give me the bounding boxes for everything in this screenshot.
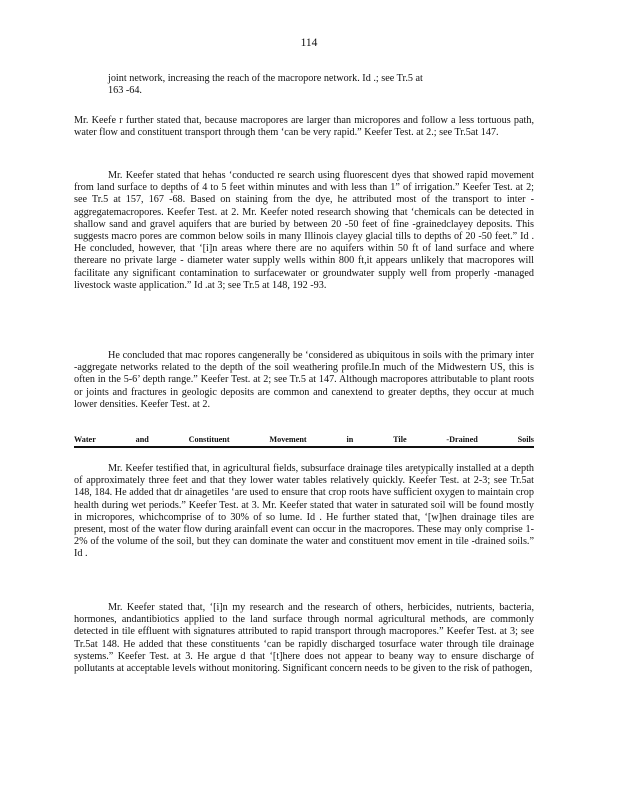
heading-word: -Drained	[446, 435, 478, 444]
paragraph: Mr. Keefer stated that hehas ‘conducted re search using fluorescent dyes that showed rapid movement from land surface to depths of 4 to 5 feet within minutes and with less than 1” of irrigation.” Keefer Test. at 2; see Tr.5 at 157, 167 -68. Based on staining from the dye, he attributed most of the transport to inter - aggregatemacropores. Keefer Test. at 2. Mr. Keefer noted research showing that ‘chemicals can be detected in shallow sand and gravel aquifers that are buried by between 20 -50 feet of fine -grainedclayey deposits. This suggests macro pores are common below soils in many Illinois clayey glacial tills to depths of 20 -50 feet.” Id . He concluded, however, that ‘[i]n areas where there are no aquifers within 50 ft of land surface and where thereare no private large - diameter water supply wells within 800 ft,it appears unlikely that macropores will facilitate any significant contamination to surfacewater or groundwater supply well from properly -managed livestock waste application.” Id .at 3; see Tr.5 at 148, 192 -93.	[74, 170, 534, 291]
page-number: 114	[300, 37, 318, 49]
quote-line: 163 -64.	[108, 85, 142, 97]
heading-word: Movement	[269, 435, 307, 444]
heading-word: Soils	[517, 435, 534, 444]
heading-word: in	[346, 435, 354, 444]
block-quote	[108, 73, 488, 97]
paragraph: He concluded that mac ropores cangenerally be ‘considered as ubiquitous in soils with the primary inter -aggregate networks related to the depth of the soil weathering profile.In much of the Midwestern US, this is often in the 5-6’ depth range.” Keefer Test. at 2; see Tr.5 at 147. Although macropores attributable to plant roots or joints and fractures in geologic deposits are common and canextend to greater depths, they occur at much lower densities. Keefer Test. at 2.	[74, 350, 534, 410]
paragraph: Mr. Keefe r further stated that, because macropores are larger than micropores and follow a less tortuous path, water flow and constituent transport through them ‘can be very rapid.” Keefer Test. at 2.; see Tr.5at 147.	[74, 115, 534, 139]
quote-line: joint network, increasing the reach of the macropore network. Id .; see Tr.5 at	[108, 73, 423, 84]
heading-word: Tile	[393, 435, 407, 444]
section-heading	[74, 435, 534, 448]
paragraph: Mr. Keefer stated that, ‘[i]n my research and the research of others, herbicides, nutrients, bacteria, hormones, andantibiotics applied to the land surface through normal agricultural methods, are commonly detected in tile effluent with signatures attributed to rapid transport through macropores.” Keefer Test. at 3; see Tr.5at 148. He added that these constituents ‘can be rapidly discharged tosurface water through tile drainage systems.” Keefer Test. at 3. He argue d that ‘[t]here does not appear to beany way to ensure discharge of pollutants at acceptable levels without monitoring. Significant concern needs to be given to the risk of pathogen,	[74, 602, 534, 675]
heading-word: and	[135, 435, 149, 444]
heading-word: Water	[74, 435, 96, 444]
paragraph: Mr. Keefer testified that, in agricultural fields, subsurface drainage tiles aretypically installed at a depth of approximately three feet and that they lower water tables relatively quickly. Keefer Test. at 2-3; see Tr.5at 148, 184. He added that dr ainagetiles ‘are used to ensure that crop roots have sufficient oxygen to maintain crop health during wet periods.” Keefer Test. at 3. Mr. Keefer stated that water in saturated soil will be found mostly in micropores, whichcomprise of to 30% of so lume. Id . He further stated that, ‘[w]hen drainage tiles are present, most of the water flow during arainfall event can occur in the macropores. These may only comprise 1-2% of the volume of the soil, but they can dominate the water and constituent mov ement in tile -drained soils.” Id .	[74, 463, 534, 560]
heading-word: Constituent	[188, 435, 230, 444]
